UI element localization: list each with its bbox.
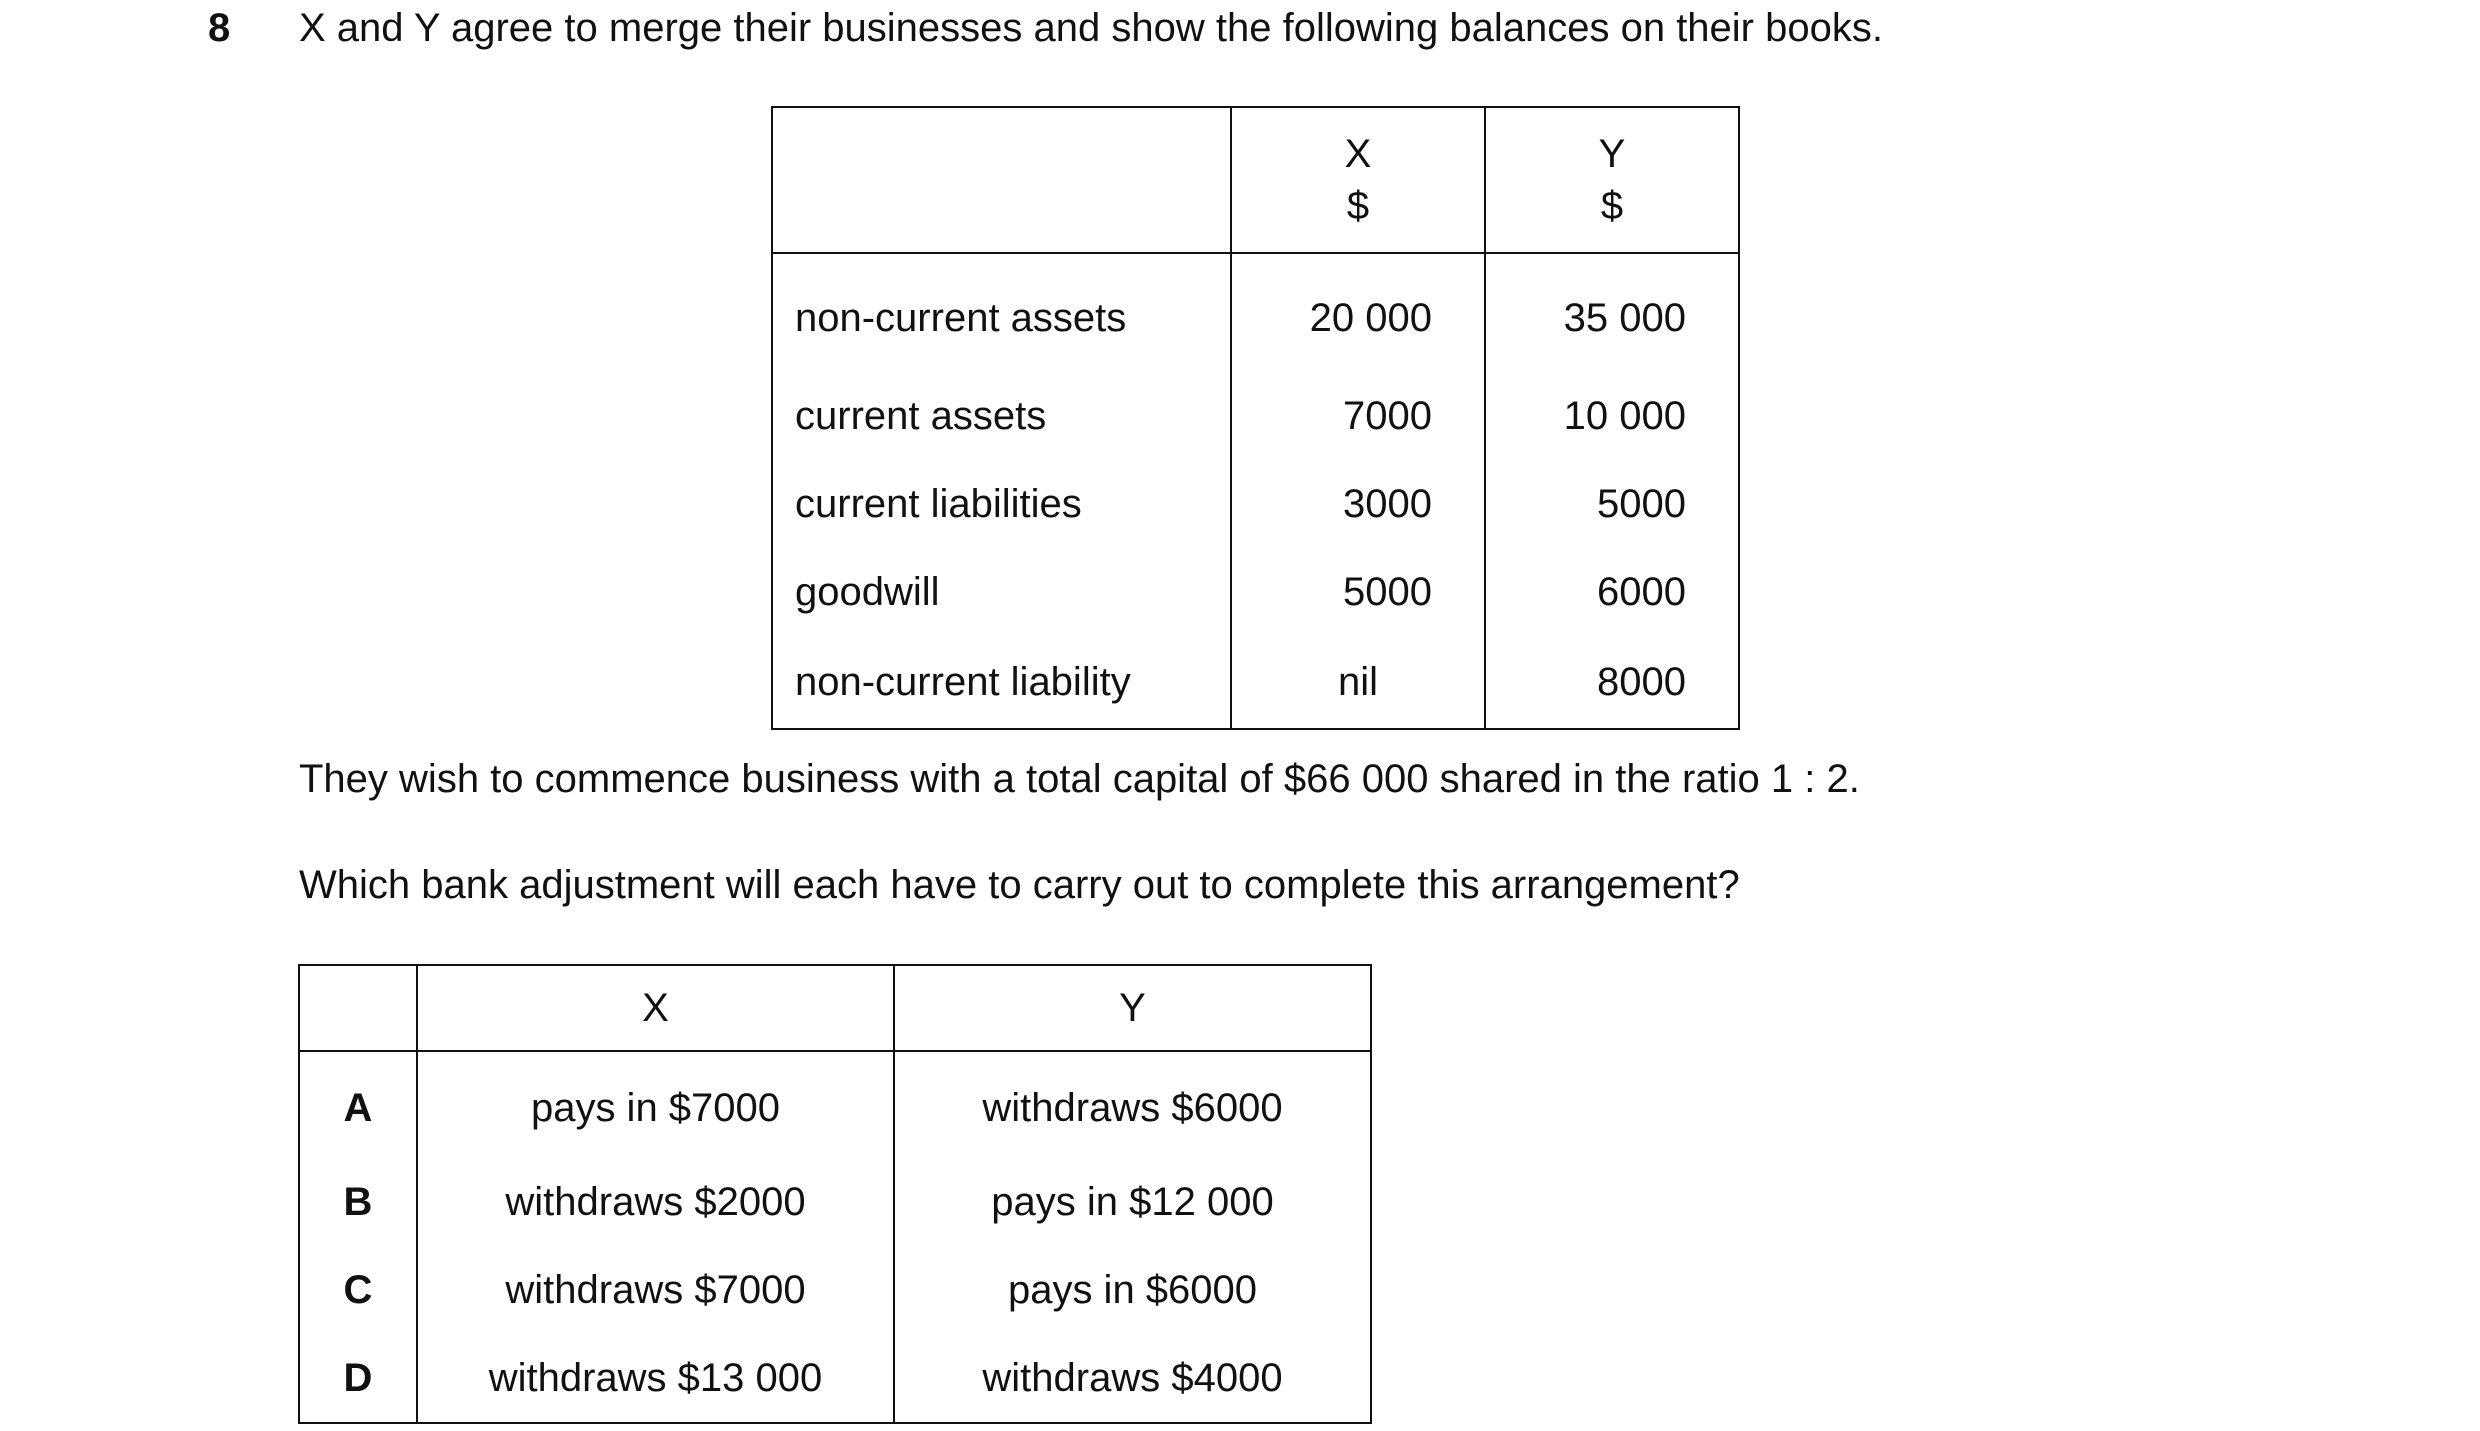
balance-x-value: 7000 [1231, 372, 1485, 460]
balances-header-y-unit: $ [1600, 184, 1624, 228]
option-letter: D [343, 1355, 373, 1400]
table-row [772, 548, 1739, 636]
balance-label: non-current liability [795, 659, 1131, 704]
balance-label: non-current assets [795, 295, 1127, 340]
answer-option-c[interactable] [299, 1246, 1371, 1334]
option-x-action: withdraws $7000 [417, 1246, 894, 1334]
option-x-action: withdraws $13 000 [417, 1334, 894, 1423]
options-header-x: X [417, 965, 894, 1051]
option-x-action: pays in $7000 [417, 1051, 894, 1158]
balances-header-x-unit: $ [1346, 184, 1370, 228]
options-header-row [299, 965, 1371, 1051]
balances-header-y-name: Y [1598, 132, 1626, 176]
balance-y-value: 10 000 [1485, 372, 1739, 460]
table-row [772, 636, 1739, 729]
option-letter: A [343, 1085, 373, 1130]
options-header-blank [299, 965, 417, 1051]
option-y-action: withdraws $4000 [894, 1334, 1371, 1423]
option-x-action: withdraws $2000 [417, 1158, 894, 1246]
balance-label: goodwill [795, 569, 940, 614]
option-letter: C [343, 1267, 373, 1312]
table-row [772, 372, 1739, 460]
balances-header-blank [772, 107, 1231, 253]
balances-header-row [772, 107, 1739, 253]
balance-y-value: 6000 [1485, 548, 1739, 636]
options-header-y: Y [894, 965, 1371, 1051]
balance-y-value: 35 000 [1485, 253, 1739, 372]
balance-label: current assets [795, 393, 1047, 438]
option-y-action: pays in $12 000 [894, 1158, 1371, 1246]
balance-label: current liabilities [795, 481, 1082, 526]
answer-option-b[interactable] [299, 1158, 1371, 1246]
balance-x-value: 20 000 [1231, 253, 1485, 372]
question-intro: X and Y agree to merge their businesses and show the following balances on their books. [299, 6, 1883, 50]
balance-x-value: nil [1231, 636, 1485, 729]
balance-x-value: 3000 [1231, 460, 1485, 548]
balances-header-x [1231, 107, 1485, 253]
question-prompt: Which bank adjustment will each have to carry out to complete this arrangement? [299, 863, 1740, 907]
balances-header-x-name: X [1344, 132, 1372, 176]
question-number: 8 [208, 6, 231, 50]
balance-y-value: 8000 [1485, 636, 1739, 729]
option-letter: B [343, 1179, 373, 1224]
option-y-action: withdraws $6000 [894, 1051, 1371, 1158]
answer-options-table [298, 964, 1372, 1424]
option-y-action: pays in $6000 [894, 1246, 1371, 1334]
balances-header-y [1485, 107, 1739, 253]
answer-option-d[interactable] [299, 1334, 1371, 1423]
table-row [772, 460, 1739, 548]
table-row [772, 253, 1739, 372]
balance-x-value: 5000 [1231, 548, 1485, 636]
balance-y-value: 5000 [1485, 460, 1739, 548]
question-capital-statement: They wish to commence business with a total capital of $66 000 shared in the ratio 1 : 2. [299, 757, 1860, 801]
answer-option-a[interactable] [299, 1051, 1371, 1158]
balances-table [771, 106, 1740, 730]
